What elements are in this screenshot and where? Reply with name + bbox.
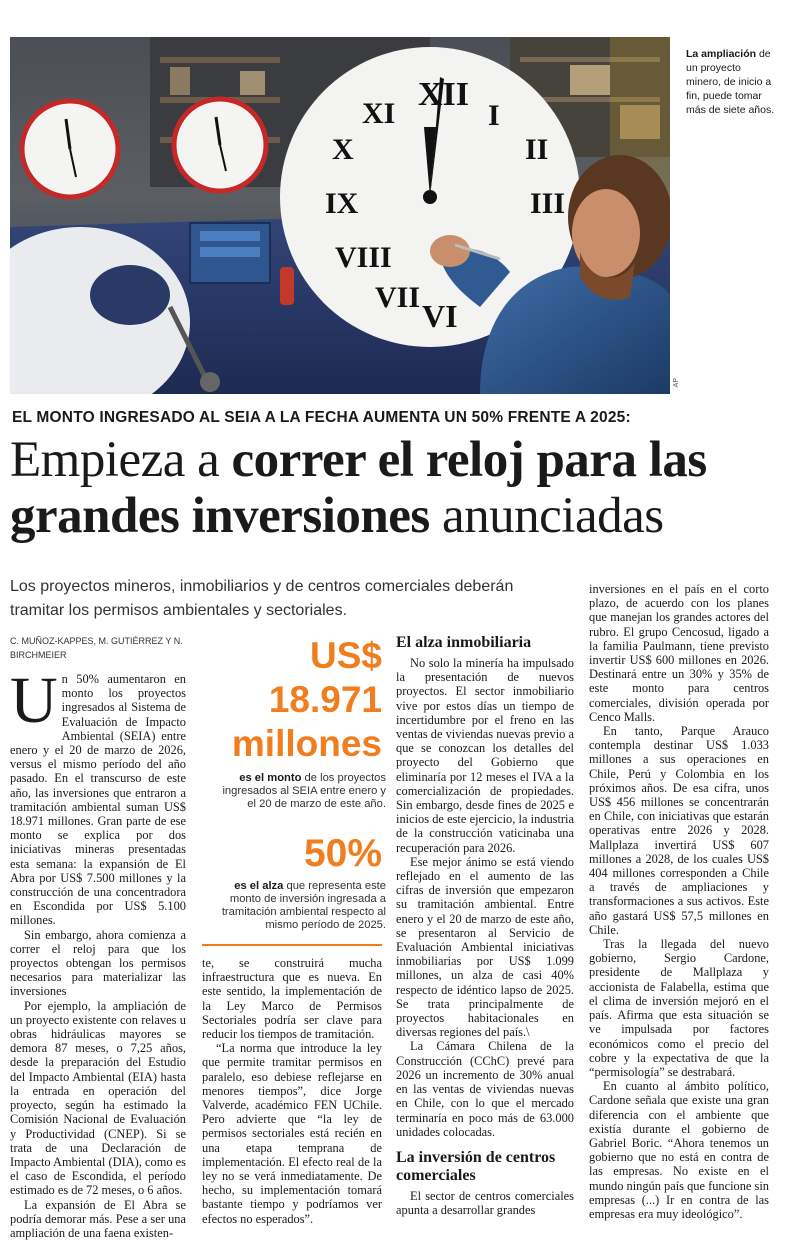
article-paragraph: Sin embargo, ahora comienza a correr el reloj para que los proyectos obtengan los permisos necesarios para materializar las inversiones (10, 927, 186, 999)
article-paragraph: No solo la minería ha impulsado la presentación de nuevos proyectos. El sector inmobiliario vive por estos días un tiempo de incertidumbre por el freno en las ventas de viviendas nuevas previo a que se conozcan los detalles del proyecto del Gobierno que eliminaría por 12 meses el IVA a la comercialización de propiedades. Sin embargo, desde fines de 2025 e inicios de este ejercicio, la industria de la construcción vaticinaba una recuperación para 2026. (396, 656, 574, 855)
article-paragraph (10, 664, 186, 928)
headline-light-2: anunciadas (442, 488, 664, 544)
headline-light-1: Empieza a (10, 432, 220, 488)
article-column-3 (396, 634, 574, 1217)
stats-divider (202, 944, 382, 946)
stats-box (202, 632, 386, 931)
article-paragraph: Por ejemplo, la ampliación de un proyecto existente con relaves u obras hidráulicas mayores se demora 87 meses, o 7,25 años, desde la preparación del Estudio del Impacto Ambiental (EIA) hasta la entrada en operación del proyecto, según ha estimado la Comisión Nacional de Evaluación y Productividad (CNEP). Si se trata de una Declaración de Impacto Ambiental (DIA), como es el caso de Escondida, el período estimado es de 72 meses, o 6 años. (10, 998, 186, 1198)
article-paragraph: La expansión de El Abra se podría demorar más. Pese a ser una ampliación de una faena existen- (10, 1197, 186, 1240)
subheading-malls: La inversión de centros comerciales (396, 1148, 556, 1184)
svg-text:IX: IX (325, 187, 359, 220)
small-clock-right (174, 99, 266, 191)
article-column-1 (10, 664, 186, 1240)
small-clock-left (22, 101, 118, 197)
stat-increase-bold: es el alza (234, 880, 284, 892)
svg-text:XII: XII (418, 76, 470, 113)
clockmaker-photo (10, 37, 670, 394)
article-photo (10, 37, 670, 394)
photo-caption (686, 47, 778, 117)
stat-increase-value: 50% (303, 832, 382, 875)
byline: C. MUÑOZ-KAPPES, M. GUTIÉRREZ Y N. BIRCHMEIER (10, 636, 183, 660)
lead-text: n 50% aumentaron en monto los proyectos ingresados al Sistema de Evaluación de Impacto Ambiental (SEIA) entre enero y el 20 de marzo de 2026, versus el mismo período del año pasado. En el transcurso de este año, las inversiones que entraron a tramitación ambiental suman US$ 18.971 millones. Gran parte de ese monto se explica por dos iniciativas mineras presentadas esta semana: la expansión de El Abra por US$ 7.500 millones y la construcción de una concentradora en Escondida por US$ 5.100 millones. (10, 672, 186, 928)
svg-text:VII: VII (375, 281, 421, 314)
stat-amount-value: US$ 18.971 millones (231, 635, 382, 764)
stat-amount-description (216, 772, 386, 811)
article-paragraph: La Cámara Chilena de la Construcción (CChC) prevé para 2026 un incremento de 30% anual en las ventas de viviendas nuevas en Chile, con lo que el mercado terminaría en poco más de 63.000 unidades colocadas. (396, 1039, 574, 1139)
stat-increase-description (210, 880, 386, 932)
svg-text:VI: VI (422, 298, 458, 334)
headline-bold-1: correr el reloj para las (231, 432, 707, 488)
photo-credit: AP (673, 378, 680, 388)
summary: Los proyectos mineros, inmobiliarios y de centros comerciales deberán tramitar los permisos ambientales y sectoriales. (10, 578, 514, 619)
svg-text:VIII: VIII (335, 241, 392, 274)
kicker: EL MONTO INGRESADO AL SEIA A LA FECHA AUMENTA UN 50% FRENTE A 2025: (12, 409, 631, 426)
svg-text:I: I (488, 99, 500, 132)
drop-cap: U (10, 664, 58, 737)
stat-increase-text: que representa este monto de inversión ingresada a tramitación ambiental respecto al mismo período de 2025. (221, 880, 386, 931)
caption-bold: La ampliación (686, 48, 757, 60)
article-column-4 (589, 582, 769, 1221)
article-paragraph: “La norma que introduce la ley que permite tramitar permisos en paralelo, eso debiese reflejarse en menores tiempos”, dice Jorge Valverde, académico FEN UChile. Pero advierte que “la ley de permisos sectoriales está recién en una etapa temprana de implementación. El efecto real de la ley no se verá inmediatamente. De hecho, su implementación tomará bastante tiempo y podríamos ver efectos no esperados”. (202, 1041, 382, 1226)
svg-text:X: X (332, 133, 354, 166)
subheading-real-estate: El alza inmobiliaria (396, 634, 532, 651)
headline-bold-2: grandes inversiones (10, 488, 430, 544)
headline (10, 432, 780, 544)
article-paragraph: inversiones en el país en el corto plazo, de acuerdo con los planes que manejan los grandes actores del rubro. El grupo Cencosud, ligado a la familia Paulmann, tiene previsto invertir US$ 600 millones en 2026. Destinará entre un 30% y 35% de este monto para centros comerciales, división operada por Cenco Malls. (589, 582, 769, 724)
article-paragraph: En tanto, Parque Arauco contempla destinar US$ 1.033 millones a sus operaciones en Chile, Perú y Colombia en los próximos años. De esa cifra, unos US$ 456 millones se concentrarán en Chile, con iniciativas que estarán operativas entre 2026 y 2028. Mallplaza invertirá US$ 607 millones a 2028, de los cuales US$ 404 millones corresponden a Chile a través de ampliaciones y transformaciones a sus activos. Este año gastará US$ 57,5 millones en Chile. (589, 724, 769, 937)
svg-text:III: III (530, 187, 566, 220)
article-paragraph: Tras la llegada del nuevo gobierno, Sergio Cardone, presidente de Mallplaza y accionista de Falabella, estima que el clima de inversión mejoró en el país. Afirma que esta situación se ve impulsada por factores económicos como el precio del cobre y la expectativa de que la “permisología” se destrabará. (589, 937, 769, 1079)
stat-amount-text: de los proyectos ingresados al SEIA entre enero y el 20 de marzo de este año. (222, 772, 386, 810)
article-column-2 (202, 956, 382, 1226)
article-paragraph: Ese mejor ánimo se está viendo reflejado en el aumento de las cifras de inversión que empezaron su tramitación ambiental. Entre enero y el 20 de marzo de este año, se presentaron al Servicio de Evaluación Ambiental iniciativas inmobiliarias por US$ 1.099 millones, un alza de casi 40% respecto de idéntico lapso de 2025. Se trata principalmente de proyectos habitacionales en diversas regiones del país.\ (396, 854, 574, 1040)
article-paragraph: te, se construirá mucha infraestructura que es nueva. En este sentido, la implementación de la Ley Marco de Permisos Sectoriales podría ser clave para reducir los tiempos de tramitación. (202, 956, 382, 1042)
svg-text:II: II (525, 133, 549, 166)
stat-amount-bold: es el monto (239, 772, 302, 784)
article-paragraph: El sector de centros comerciales apunta a desarrollar grandes (396, 1188, 574, 1218)
caption-text: de un proyecto minero, de inicio a fin, puede tomar más de siete años. (686, 48, 775, 116)
svg-text:XI: XI (362, 97, 396, 130)
article-paragraph: En cuanto al ámbito político, Cardone señala que existe una gran diferencia con el ambiente que existía durante el gobierno de Gabriel Boric. “Ahora tenemos un gobierno que no está en contra de las empresas. No existe en el mundo ningún país que funcione sin empresas (...) Ir en contra de las empresas era muy ideológico”. (589, 1079, 769, 1221)
